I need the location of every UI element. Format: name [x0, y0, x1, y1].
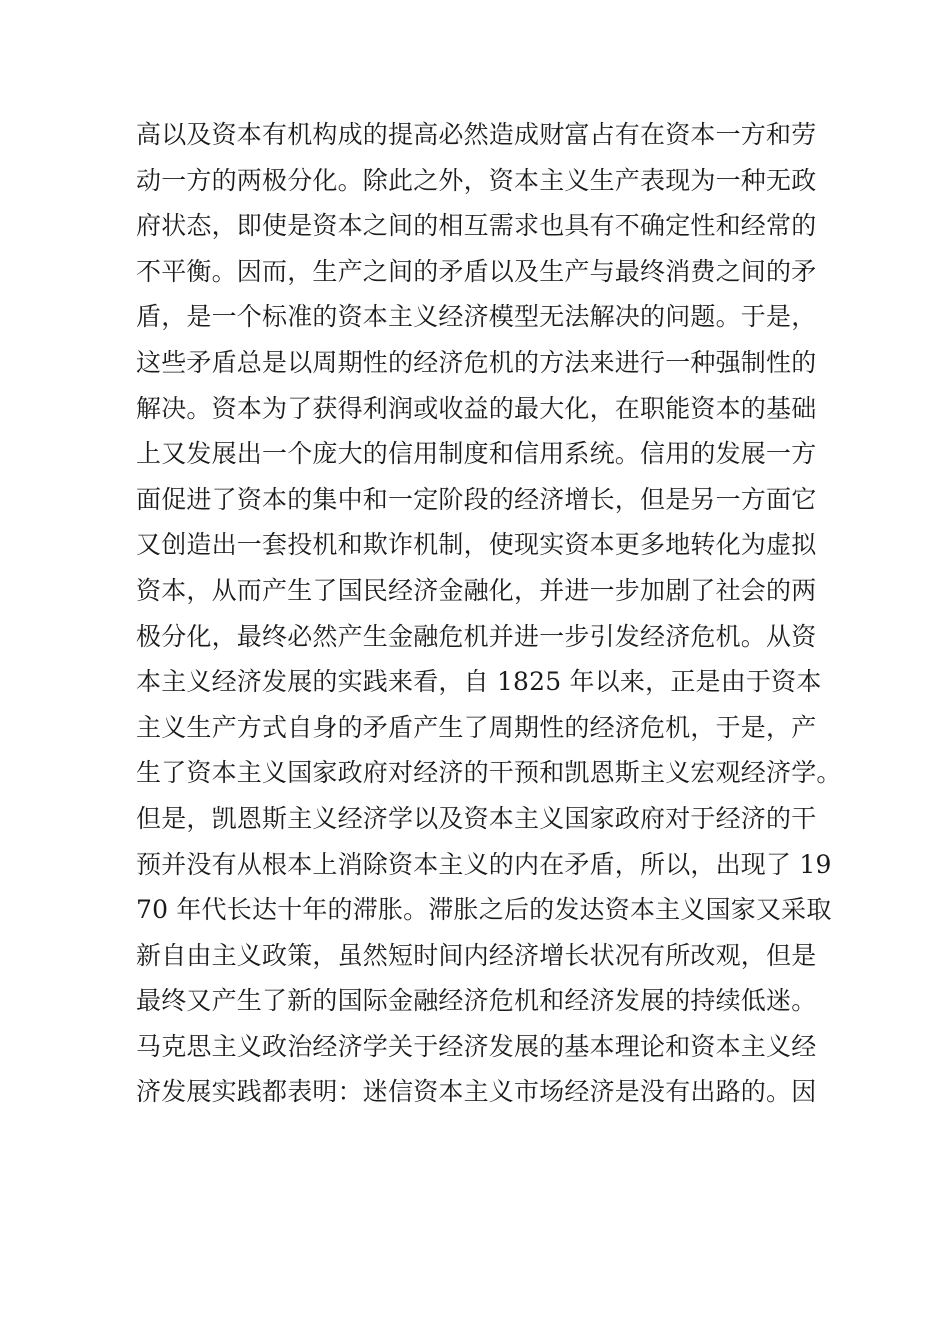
text-line: 不平衡。因而，生产之间的矛盾以及生产与最终消费之间的矛 [136, 256, 817, 286]
text-line: 资本，从而产生了国民经济金融化，并进一步加剧了社会的两 [136, 575, 817, 605]
text-line: 主义生产方式自身的矛盾产生了周期性的经济危机，于是，产 [136, 712, 817, 742]
text-line: 新自由主义政策，虽然短时间内经济增长状况有所改观，但是 [136, 940, 817, 970]
text-line: 最终又产生了新的国际金融经济危机和经济发展的持续低迷。 [136, 986, 817, 1016]
text-line: 极分化，最终必然产生金融危机并进一步引发经济危机。从资 [136, 621, 817, 651]
body-text [136, 112, 842, 1115]
text-line: 高以及资本有机构成的提高必然造成财富占有在资本一方和劳 [136, 120, 817, 149]
text-line: 但是，凯恩斯主义经济学以及资本主义国家政府对于经济的干 [136, 803, 817, 833]
text-line: 上又发展出一个庞大的信用制度和信用系统。信用的发展一方 [136, 439, 817, 469]
text-line: 生了资本主义国家政府对经济的干预和凯恩斯主义宏观经济学。 [136, 758, 842, 788]
text-line: 这些矛盾总是以周期性的经济危机的方法来进行一种强制性的 [136, 347, 817, 377]
text-line: 马克思主义政治经济学关于经济发展的基本理论和资本主义经 [136, 1031, 817, 1061]
text-line: 又创造出一套投机和欺诈机制，使现实资本更多地转化为虚拟 [136, 530, 817, 560]
text-line: 面促进了资本的集中和一定阶段的经济增长，但是另一方面它 [136, 484, 817, 514]
text-line: 解决。资本为了获得利润或收益的最大化，在职能资本的基础 [136, 393, 817, 423]
text-line: 70 年代长达十年的滞胀。滞胀之后的发达资本主义国家又采取 [136, 895, 832, 925]
text-line: 府状态，即使是资本之间的相互需求也具有不确定性和经常的 [136, 211, 817, 241]
text-line: 预并没有从根本上消除资本主义的内在矛盾，所以，出现了 19 [136, 849, 832, 879]
text-line: 本主义经济发展的实践来看，自 1825 年以来，正是由于资本 [136, 667, 822, 697]
text-line: 动一方的两极分化。除此之外，资本主义生产表现为一种无政 [136, 165, 817, 195]
text-line: 济发展实践都表明：迷信资本主义市场经济是没有出路的。因 [136, 1077, 817, 1107]
text-line: 盾，是一个标准的资本主义经济模型无法解决的问题。于是， [136, 302, 817, 332]
